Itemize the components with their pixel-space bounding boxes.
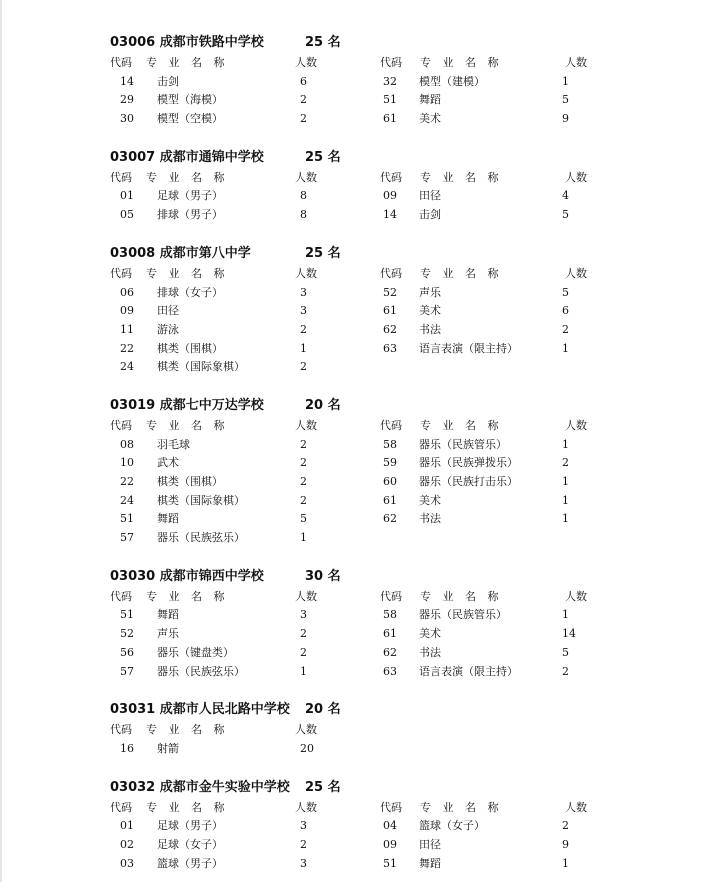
specialty-code: 52 [383, 285, 397, 299]
header-name: 专 业 名 称 [146, 170, 229, 184]
specialty-count: 1 [562, 493, 569, 507]
table-row [110, 340, 610, 359]
specialty-count: 6 [300, 74, 307, 88]
header-code: 代码 [380, 589, 402, 603]
specialty-count: 1 [562, 608, 569, 622]
table-row [110, 740, 610, 759]
specialty-name: 模型（海模） [157, 93, 223, 107]
specialty-name: 足球（男子） [157, 189, 223, 203]
column-header-row [110, 169, 610, 188]
table-row [110, 625, 610, 644]
specialty-code: 03 [120, 856, 134, 870]
school-block [110, 32, 610, 129]
specialty-code: 52 [120, 627, 134, 641]
specialty-name: 田径 [419, 837, 441, 851]
specialty-count: 2 [300, 437, 307, 451]
specialty-name: 击剑 [157, 74, 179, 88]
school-title [110, 777, 610, 799]
specialty-count: 2 [300, 627, 307, 641]
specialty-code: 24 [120, 493, 134, 507]
specialty-name: 棋类（围棋） [157, 341, 223, 355]
page-left-border [0, 0, 2, 882]
specialty-name: 美术 [419, 112, 441, 126]
table-row [110, 302, 610, 321]
school-id: 03007 [110, 149, 156, 165]
school-quota: 25 名 [305, 149, 341, 165]
specialty-code: 09 [383, 837, 397, 851]
specialty-code: 63 [383, 341, 397, 355]
table-row [110, 663, 610, 682]
header-count: 人数 [295, 170, 317, 184]
header-count: 人数 [295, 800, 317, 814]
specialty-name: 舞蹈 [157, 512, 179, 526]
specialty-code: 32 [383, 74, 397, 88]
school-quota: 25 名 [305, 779, 341, 795]
specialty-count: 1 [300, 341, 307, 355]
specialty-name: 田径 [157, 304, 179, 318]
specialty-code: 51 [120, 608, 134, 622]
specialty-count: 8 [300, 189, 307, 203]
specialty-count: 9 [562, 837, 569, 851]
specialty-code: 01 [120, 189, 134, 203]
specialty-name: 武术 [157, 456, 179, 470]
specialty-name: 排球（男子） [157, 208, 223, 222]
specialty-name: 器乐（民族管乐） [419, 437, 507, 451]
specialty-count: 5 [562, 285, 569, 299]
specialty-code: 60 [383, 475, 397, 488]
table-row [110, 187, 610, 206]
specialty-name: 棋类（围棋） [157, 475, 223, 488]
specialty-name: 舞蹈 [157, 608, 179, 622]
school-block [110, 699, 610, 758]
header-code: 代码 [380, 56, 402, 69]
specialty-code: 24 [120, 360, 134, 374]
specialty-count: 8 [300, 208, 307, 222]
specialty-count: 3 [300, 856, 307, 870]
school-name: 成都市人民北路中学校 [159, 702, 290, 718]
school-name: 成都市锦西中学校 [159, 568, 264, 584]
table-row [110, 73, 610, 92]
school-name: 成都七中万达学校 [159, 397, 264, 413]
specialty-code: 08 [120, 437, 134, 451]
specialty-code: 62 [383, 322, 397, 336]
school-title [110, 147, 610, 169]
specialty-name: 游泳 [157, 322, 179, 336]
specialty-count: 1 [562, 341, 569, 355]
school-block [110, 395, 610, 548]
table-row [110, 606, 610, 625]
school-name: 成都市铁路中学校 [159, 35, 264, 50]
school-quota: 30 名 [305, 568, 341, 584]
specialty-count: 2 [562, 322, 569, 336]
specialty-code: 57 [120, 531, 134, 545]
specialty-count: 14 [562, 627, 576, 641]
specialty-count: 3 [300, 608, 307, 622]
header-code: 代码 [380, 418, 402, 432]
specialty-count: 5 [562, 93, 569, 107]
specialty-count: 1 [562, 856, 569, 870]
school-quota: 25 名 [305, 245, 341, 261]
specialty-name: 器乐（民族弦乐） [157, 531, 245, 545]
column-header-row [110, 417, 610, 436]
header-count: 人数 [295, 723, 317, 737]
header-code: 代码 [110, 800, 132, 814]
header-count: 人数 [565, 589, 587, 603]
specialty-code: 30 [120, 112, 134, 126]
header-count: 人数 [565, 56, 587, 69]
header-code: 代码 [110, 723, 132, 737]
table-row [110, 284, 610, 303]
specialty-name: 舞蹈 [419, 856, 441, 870]
table-row [110, 855, 610, 874]
specialty-code: 14 [120, 74, 134, 88]
specialty-count: 9 [562, 112, 569, 126]
header-count: 人数 [295, 266, 317, 280]
school-block [110, 777, 610, 874]
specialty-count: 1 [562, 475, 569, 488]
specialty-count: 2 [300, 475, 307, 488]
school-title [110, 243, 610, 265]
table-row [110, 321, 610, 340]
school-name: 成都市第八中学 [159, 245, 251, 261]
specialty-code: 58 [383, 608, 397, 622]
specialty-count: 2 [300, 456, 307, 470]
specialty-code: 16 [120, 741, 134, 755]
specialty-count: 2 [562, 819, 569, 833]
school-title [110, 566, 610, 588]
specialty-code: 62 [383, 512, 397, 526]
specialty-code: 22 [120, 475, 134, 488]
header-name: 专 业 名 称 [420, 589, 503, 603]
specialty-code: 51 [120, 512, 134, 526]
specialty-code: 61 [383, 627, 397, 641]
school-block [110, 243, 610, 377]
school-name: 成都市通锦中学校 [159, 149, 264, 165]
header-count: 人数 [295, 56, 317, 69]
specialty-count: 2 [562, 456, 569, 470]
specialty-code: 58 [383, 437, 397, 451]
table-row [110, 817, 610, 836]
column-header-row [110, 588, 610, 607]
specialty-code: 51 [383, 856, 397, 870]
specialty-count: 1 [300, 664, 307, 678]
table-row [110, 206, 610, 225]
table-row [110, 492, 610, 511]
table-row [110, 510, 610, 529]
header-count: 人数 [565, 170, 587, 184]
column-header-row [110, 721, 610, 740]
header-name: 专 业 名 称 [146, 418, 229, 432]
specialty-name: 足球（男子） [157, 819, 223, 833]
school-id: 03031 [110, 702, 156, 718]
specialty-name: 器乐（键盘类） [157, 645, 234, 659]
header-name: 专 业 名 称 [146, 56, 229, 69]
header-name: 专 业 名 称 [146, 800, 229, 814]
header-name: 专 业 名 称 [146, 266, 229, 280]
specialty-count: 4 [562, 189, 569, 203]
column-header-row [110, 54, 610, 73]
specialty-name: 篮球（女子） [419, 819, 485, 833]
specialty-name: 书法 [419, 322, 441, 336]
table-row [110, 454, 610, 473]
specialty-name: 书法 [419, 645, 441, 659]
specialty-name: 模型（建模） [419, 74, 485, 88]
header-code: 代码 [380, 170, 402, 184]
school-title [110, 32, 610, 54]
specialty-count: 20 [300, 741, 314, 755]
specialty-count: 2 [300, 645, 307, 659]
specialty-code: 59 [383, 456, 397, 470]
specialty-code: 22 [120, 341, 134, 355]
specialty-name: 美术 [419, 627, 441, 641]
specialty-name: 棋类（国际象棋） [157, 360, 245, 374]
specialty-count: 6 [562, 304, 569, 318]
school-id: 03019 [110, 397, 156, 413]
table-row [110, 91, 610, 110]
specialty-code: 04 [383, 819, 397, 833]
specialty-code: 09 [120, 304, 134, 318]
header-count: 人数 [295, 418, 317, 432]
school-id: 03032 [110, 779, 156, 795]
header-name: 专 业 名 称 [420, 266, 503, 280]
header-name: 专 业 名 称 [420, 56, 503, 69]
header-code: 代码 [110, 418, 132, 432]
specialty-code: 62 [383, 645, 397, 659]
admission-document [110, 32, 610, 891]
header-code: 代码 [110, 266, 132, 280]
header-name: 专 业 名 称 [146, 723, 229, 737]
header-code: 代码 [110, 56, 132, 69]
header-count: 人数 [565, 800, 587, 814]
specialty-name: 棋类（国际象棋） [157, 493, 245, 507]
school-title [110, 395, 610, 417]
school-name: 成都市金牛实验中学校 [159, 779, 290, 795]
specialty-name: 器乐（民族弦乐） [157, 664, 245, 678]
specialty-name: 美术 [419, 304, 441, 318]
table-row [110, 473, 610, 492]
specialty-code: 05 [120, 208, 134, 222]
specialty-code: 14 [383, 208, 397, 222]
specialty-name: 羽毛球 [157, 437, 190, 451]
table-row [110, 358, 610, 377]
table-row [110, 529, 610, 548]
specialty-name: 语言表演（限主持） [419, 664, 518, 678]
specialty-name: 模型（空模） [157, 112, 223, 126]
specialty-code: 06 [120, 285, 134, 299]
header-code: 代码 [110, 589, 132, 603]
specialty-count: 2 [300, 322, 307, 336]
school-quota: 25 名 [305, 35, 341, 50]
school-id: 03006 [110, 35, 156, 50]
column-header-row [110, 265, 610, 284]
school-id: 03030 [110, 568, 156, 584]
specialty-count: 2 [562, 664, 569, 678]
header-name: 专 业 名 称 [146, 589, 229, 603]
specialty-count: 3 [300, 819, 307, 833]
specialty-code: 02 [120, 837, 134, 851]
specialty-code: 01 [120, 819, 134, 833]
table-row [110, 836, 610, 855]
table-row [110, 644, 610, 663]
specialty-name: 美术 [419, 493, 441, 507]
school-block [110, 566, 610, 681]
specialty-name: 田径 [419, 189, 441, 203]
school-title [110, 699, 610, 721]
specialty-name: 声乐 [157, 627, 179, 641]
specialty-code: 09 [383, 189, 397, 203]
table-row [110, 110, 610, 129]
specialty-name: 器乐（民族弹拨乐） [419, 456, 518, 470]
specialty-count: 1 [562, 437, 569, 451]
specialty-name: 舞蹈 [419, 93, 441, 107]
specialty-count: 3 [300, 304, 307, 318]
specialty-name: 射箭 [157, 741, 179, 755]
specialty-name: 语言表演（限主持） [419, 341, 518, 355]
header-count: 人数 [565, 418, 587, 432]
specialty-count: 1 [562, 74, 569, 88]
header-name: 专 业 名 称 [420, 170, 503, 184]
header-count: 人数 [295, 589, 317, 603]
specialty-code: 11 [120, 322, 134, 336]
specialty-count: 2 [300, 112, 307, 126]
header-code: 代码 [380, 800, 402, 814]
specialty-count: 2 [300, 93, 307, 107]
specialty-name: 书法 [419, 512, 441, 526]
school-id: 03008 [110, 245, 156, 261]
specialty-count: 1 [562, 512, 569, 526]
table-row [110, 436, 610, 455]
specialty-name: 足球（女子） [157, 837, 223, 851]
specialty-count: 2 [300, 360, 307, 374]
specialty-count: 5 [562, 645, 569, 659]
specialty-code: 29 [120, 93, 134, 107]
school-quota: 20 名 [305, 397, 341, 413]
specialty-code: 51 [383, 93, 397, 107]
specialty-name: 篮球（男子） [157, 856, 223, 870]
column-header-row [110, 799, 610, 818]
specialty-code: 63 [383, 664, 397, 678]
specialty-name: 击剑 [419, 208, 441, 222]
specialty-code: 10 [120, 456, 134, 470]
specialty-count: 5 [562, 208, 569, 222]
specialty-name: 器乐（民族管乐） [419, 608, 507, 622]
header-code: 代码 [380, 266, 402, 280]
header-name: 专 业 名 称 [420, 418, 503, 432]
school-quota: 20 名 [305, 702, 341, 718]
specialty-name: 器乐（民族打击乐） [419, 475, 518, 488]
specialty-count: 2 [300, 837, 307, 851]
specialty-code: 61 [383, 112, 397, 126]
specialty-count: 1 [300, 531, 307, 545]
header-count: 人数 [565, 266, 587, 280]
specialty-code: 61 [383, 493, 397, 507]
specialty-code: 61 [383, 304, 397, 318]
specialty-code: 56 [120, 645, 134, 659]
school-block [110, 147, 610, 225]
specialty-count: 3 [300, 285, 307, 299]
specialty-name: 声乐 [419, 285, 441, 299]
specialty-count: 5 [300, 512, 307, 526]
specialty-count: 2 [300, 493, 307, 507]
specialty-name: 排球（女子） [157, 285, 223, 299]
header-name: 专 业 名 称 [420, 800, 503, 814]
specialty-code: 57 [120, 664, 134, 678]
header-code: 代码 [110, 170, 132, 184]
